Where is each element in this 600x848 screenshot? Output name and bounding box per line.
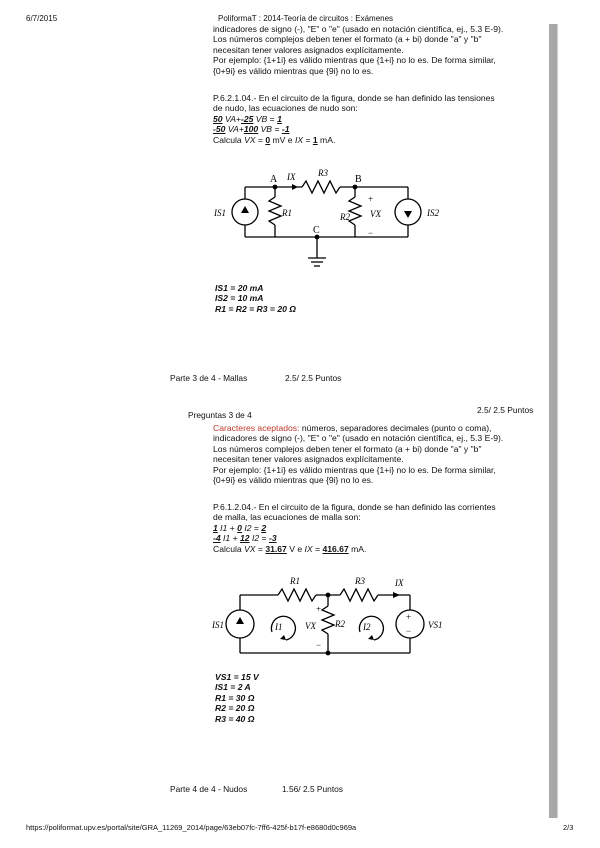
r2-label: R2: [340, 212, 350, 222]
sym: I2: [244, 522, 252, 533]
print-url: https://poliformat.upv.es/portal/site/GRA_11269_2014/page/63eb07fc-7ff6-425f-b17f-e8680d0c969a: [26, 823, 357, 832]
ix-label: IX: [395, 578, 404, 588]
vx-label: VX: [370, 209, 381, 219]
r3-label: R3: [355, 576, 365, 586]
calc-line: Calcula VX = 0 mV e IX = 1 mA.: [213, 134, 336, 145]
node-equation-2: [213, 124, 495, 134]
minus-sign: −: [316, 640, 322, 650]
minus-sign: −: [368, 228, 374, 238]
problem-statement: P.6.2.1.04.- En el circuito de la figura, donde se han definido las tensiones: [213, 93, 495, 103]
op: +: [238, 124, 244, 135]
mesh-equation-2: [213, 533, 496, 543]
rhs: 2: [261, 522, 267, 533]
sym: I2: [251, 533, 260, 544]
circuit-diagram-2: [210, 572, 450, 667]
param: VS1 = 15 V: [215, 672, 259, 682]
vx-answer: 0: [265, 134, 271, 145]
node-equation-1: [213, 114, 495, 124]
param: R1 = 30 Ω: [215, 692, 255, 703]
vs1-label: VS1: [428, 620, 443, 630]
rhs: -1: [281, 124, 290, 135]
info-line: necesitan tener valores asignados explícitamente.: [213, 44, 404, 55]
info-line: indicadores de signo (-), "E" o "e" (usado en notación científica, ej., 5.3 E-9).: [213, 433, 504, 444]
info-line: indicadores de signo (-), "E" o "e" (usado en notación científica, ej., 5.3 E-9).: [213, 24, 504, 34]
is1-label: IS1: [214, 208, 226, 218]
i1-label: I1: [275, 622, 283, 632]
eq: =: [274, 124, 280, 135]
calc-prefix: Calcula: [213, 134, 242, 145]
block2-info: [213, 423, 503, 485]
vx-label: VX: [244, 543, 256, 554]
ix-label: IX: [304, 543, 313, 554]
vs-minus: −: [406, 626, 412, 636]
vx-answer: 31.67: [265, 543, 287, 554]
param: IS1 = 20 mA: [215, 283, 264, 293]
r3-label: R3: [318, 168, 328, 178]
accepted-rest: números, separadores decimales (punto o coma),: [299, 423, 492, 433]
vx-label: VX: [244, 134, 256, 145]
info-line: Por ejemplo: {1+1i} es válido mientras que {1+i} no lo es. De forma similar,: [213, 464, 496, 475]
op: +: [235, 113, 241, 124]
info-line: Los números complejos deben tener el formato (a + bi) donde "a" y "b": [213, 443, 482, 454]
ix-answer: 1: [312, 134, 318, 145]
info-line: necesitan tener valores asignados explícitamente.: [213, 454, 404, 465]
block2-problem: [213, 502, 496, 554]
part3-label: Parte 3 de 4 - Mallas: [170, 373, 248, 383]
problem-statement-2: de malla, las ecuaciones de malla son:: [213, 512, 361, 523]
rhs: -3: [268, 533, 277, 544]
scrollbar-edge: [557, 24, 558, 818]
coef: 50: [213, 113, 223, 124]
param: IS2 = 10 mA: [215, 293, 264, 304]
rhs: 1: [277, 113, 282, 124]
coef: 1: [213, 522, 218, 533]
q3-score: 2.5/ 2.5 Puntos: [477, 405, 534, 415]
ix-label: IX: [294, 134, 304, 145]
print-date: 6/7/2015: [26, 14, 58, 23]
node-a-label: A: [270, 174, 278, 185]
part3-score: 2.5/ 2.5 Puntos: [285, 373, 342, 383]
calc-mid: V e: [289, 543, 303, 554]
plus-sign: +: [316, 604, 322, 614]
mesh-equation-1: [213, 523, 496, 533]
coef: 12: [240, 533, 250, 544]
calc-suffix: mA.: [320, 134, 336, 145]
param: IS1 = 2 A: [215, 682, 251, 693]
param: R3 = 40 Ω: [215, 713, 255, 724]
calc-suffix: mA.: [351, 543, 367, 554]
info-line: {0+9i} es válido mientras que {9i} no lo es.: [213, 475, 374, 486]
sym: I1: [223, 533, 231, 544]
accepted-title: Caracteres aceptados:: [213, 423, 300, 433]
op: +: [229, 522, 235, 533]
sym: VA: [227, 124, 239, 135]
is1-label: IS1: [212, 620, 224, 630]
ix-answer: 416.67: [322, 543, 349, 554]
calc-line: Calcula VX = 31.67 V e IX = 416.67 mA.: [213, 543, 367, 554]
r1-label: R1: [290, 576, 300, 586]
calc-prefix: Calcula: [213, 543, 242, 554]
sym: VB: [260, 124, 273, 135]
param: R1 = R2 = R3 = 20 Ω: [215, 303, 296, 314]
coef: 100: [243, 124, 259, 135]
info-line: Por ejemplo: {1+1i} es válido mientras que {1+i} no lo es. De forma similar,: [213, 55, 496, 66]
sym: VB: [255, 113, 268, 124]
coef: -4: [213, 533, 221, 544]
block1-info: [213, 24, 503, 76]
page-number: 2/3: [563, 823, 574, 832]
eq: =: [269, 113, 275, 124]
is2-label: IS2: [427, 208, 439, 218]
vx-label: VX: [305, 621, 316, 631]
op: +: [232, 533, 238, 544]
scrollbar[interactable]: [549, 24, 557, 818]
info-line: {0+9i} es válido mientras que {9i} no lo es.: [213, 65, 374, 76]
block1-params: [215, 283, 296, 314]
part4-score: 1.56/ 2.5 Puntos: [282, 784, 343, 794]
problem-statement: P.6.1.2.04.- En el circuito de la figura, donde se han definido las corrientes: [213, 502, 496, 512]
coef: 0: [237, 522, 242, 533]
coef: -50: [213, 124, 226, 135]
coef: -25: [240, 113, 254, 124]
problem-statement-2: de nudo, las ecuaciones de nudo son:: [213, 103, 358, 114]
eq: =: [261, 533, 267, 544]
sym: VA: [224, 113, 236, 124]
print-title: PoliformaT : 2014-Teoría de circuitos : Exámenes: [218, 14, 394, 23]
vs-plus: +: [406, 612, 412, 622]
block1-problem: [213, 93, 495, 145]
r1-label: R1: [282, 208, 292, 218]
circuit-diagram-1: [210, 160, 450, 270]
r2-label: R2: [335, 619, 345, 629]
node-b-label: B: [355, 174, 362, 185]
node-c-label: C: [313, 225, 320, 236]
ix-label: IX: [287, 172, 296, 182]
i2-label: I2: [363, 622, 371, 632]
param: R2 = 20 Ω: [215, 703, 255, 714]
info-line: Los números complejos deben tener el formato (a + bi) donde "a" y "b": [213, 34, 482, 45]
accepted-line: [213, 423, 503, 433]
block2-params: [215, 672, 259, 724]
plus-sign: +: [368, 194, 374, 204]
sym: I1: [220, 522, 228, 533]
calc-mid: mV e: [272, 134, 293, 145]
eq: =: [253, 522, 259, 533]
q3-label: Preguntas 3 de 4: [188, 410, 252, 420]
part4-label: Parte 4 de 4 - Nudos: [170, 784, 248, 794]
